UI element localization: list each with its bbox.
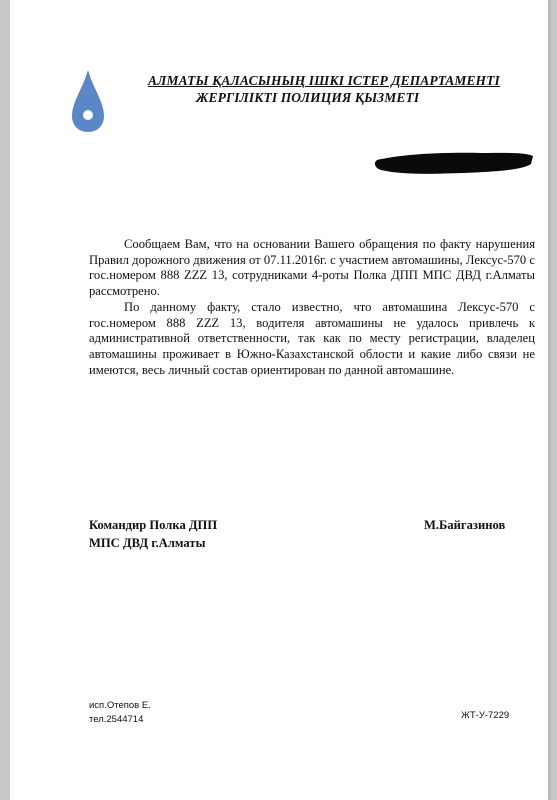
signatory-position [89,516,217,552]
document-page [10,0,549,800]
service-title: ЖЕРГІЛІКТІ ПОЛИЦИЯ ҚЫЗМЕТІ [196,90,420,105]
water-drop-icon [71,68,105,134]
body-paragraph-1: Сообщаем Вам, что на основании Вашего обращения по факту нарушения Правил дорожного движения от 07.11.2016г. с участием автомашины, Лексус-570 с гос.номером 888 ZZZ 13, сотрудниками 4-роты Полка ДПП МПС ДВД г.Алматы рассмотрено. [89,237,535,299]
redaction-scribble [375,153,533,174]
executor-phone: тел.2544714 [89,714,144,725]
signatory-name: М.Байгазинов [424,518,506,532]
signatory-position-line-2: МПС ДВД г.Алматы [89,536,206,550]
executor-info [89,699,151,727]
body-paragraph-2: По данному факту, стало известно, что автомашина Лексус-570 с гос.номером 888 ZZZ 13, водителя автомашины не удалось привлечь к административной ответственности, так как по месту регистрации, владелец автомашины проживает в Южно-Казахстанской облости и какие либо связи не имеются, весь личный состав ориентирован по данной автомашине. [89,299,535,377]
executor-name: исп.Отепов Е. [89,700,151,711]
signatory-position-line-1: Командир Полка ДПП [89,518,218,532]
logo-drop-shape [72,70,104,132]
logo-drop-highlight [83,110,93,120]
department-title: АЛМАТЫ ҚАЛАСЫНЫҢ ІШКІ ІСТЕР ДЕПАРТАМЕНТІ [148,73,500,88]
document-code: ЖТ-У-7229 [461,710,510,721]
redacted-recipient [373,150,535,176]
letter-body [89,237,535,378]
